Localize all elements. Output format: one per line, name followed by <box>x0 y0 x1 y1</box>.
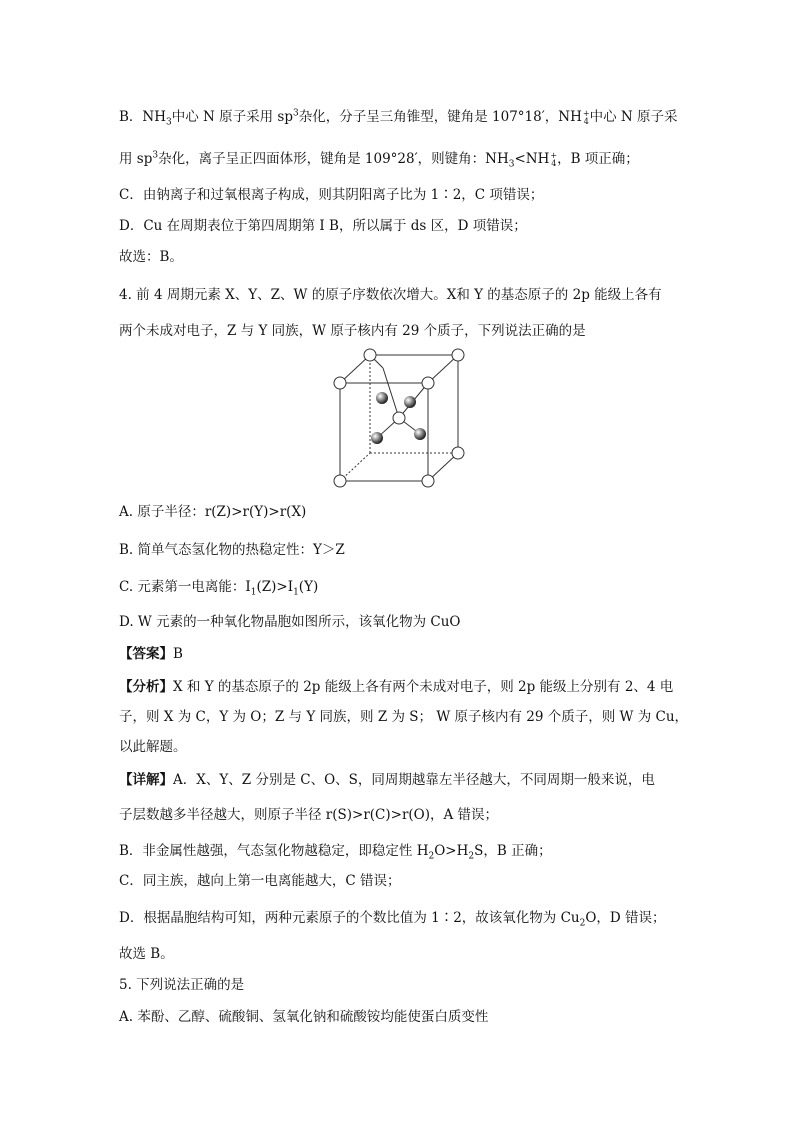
explanation-d: D．Cu 在周期表位于第四周期第 I B，所以属于 ds 区，D 项错误； <box>119 218 527 234</box>
inner-atom-3 <box>371 432 383 444</box>
detail-c: C．同主族，越向上第一电离能越大，C 错误； <box>119 873 401 889</box>
analysis-line3: 以此解题。 <box>119 739 187 755</box>
ammonium-charge-2: + 4 <box>550 150 558 168</box>
explanation-b-line1: B．$NH_3$中心 N 原子采用 $sp^3$杂化，分子呈三角锥型，键角是 107°18′，NH + 4 中心 N 原子采 <box>119 108 678 128</box>
detail-d: D．根据晶胞结构可知，两种元素原子的个数比值为 1∶2，故该氧化物为 $Cu_2O$，D 错误； <box>119 910 666 929</box>
explanation-b-line2: 用 $sp^3$杂化，离子呈正四面体形，键角是 109°28′，则键角：$NH_3<NH$ + 4 ，B 项正确； <box>119 150 639 170</box>
option-c: C. 元素第一电离能：$I_1(Z)>I_1(Y)$ <box>119 579 319 598</box>
corner-atom <box>334 377 346 389</box>
answer-line <box>119 645 183 663</box>
analysis-line2: 子，则 X 为 C，Y 为 O；Z 与 Y 同族，则 Z 为 S； W 原子核内有 29 个质子，则 W 为 Cu， <box>119 709 689 725</box>
crystal-cell-figure <box>330 343 466 491</box>
choose-answer-1: 故选：B。 <box>119 249 183 265</box>
explanation-c: C．由钠离子和过氧根离子构成，则其阴阳离子比为 1∶2，C 项错误； <box>119 187 544 203</box>
corner-atoms <box>334 349 464 487</box>
ammonium-charge: + 4 <box>582 108 590 126</box>
detail-line2: 子层数越多半径越大，则原子半径 r(S)>r(C)>r(O)，A 错误； <box>119 807 499 823</box>
detail-b: B．非金属性越强，气态氢化物越稳定，即稳定性 $H_2O>H_2S$，B 正确； <box>119 843 552 862</box>
corner-atom <box>452 349 464 361</box>
inner-atom-1 <box>376 392 388 404</box>
option-b: B. 简单气态氢化物的热稳定性：Y＞Z <box>119 542 345 558</box>
answer-tag: 【答案】 <box>119 646 173 662</box>
option-d: D. W 元素的一种氧化物晶胞如图所示，该氧化物为 CuO <box>119 614 461 630</box>
corner-atom <box>334 475 346 487</box>
question-4-line2: 两个未成对电子，Z 与 Y 同族，W 原子核内有 29 个质子，下列说法正确的是 <box>119 323 586 339</box>
question-5-option-a: A. 苯酚、乙醇、硫酸铜、氢氧化钠和硫酸铵均能使蛋白质变性 <box>119 1009 489 1025</box>
center-atom <box>393 412 405 424</box>
question-5: 5. 下列说法正确的是 <box>119 977 245 993</box>
analysis-line1: 【分析】X 和 Y 的基态原子的 2p 能级上各有两个未成对电子，则 2p 能级上分别有 2、4 电 <box>119 679 674 695</box>
inner-atom-2 <box>404 396 416 408</box>
option-a: A. 原子半径：r(Z)>r(Y)>r(X) <box>119 504 307 520</box>
inner-atom-4 <box>414 428 426 440</box>
detail-tag: 【详解】 <box>119 772 173 788</box>
corner-atom <box>452 447 464 459</box>
answer-value: B <box>173 646 183 662</box>
corner-atom <box>422 475 434 487</box>
corner-atom <box>364 349 376 361</box>
analysis-tag: 【分析】 <box>119 679 173 695</box>
detail-line1: 【详解】A．X、Y、Z 分别是 C、O、S，同周期越靠左半径越大，不同周期一般来说，电 <box>119 772 655 788</box>
corner-atom <box>422 377 434 389</box>
choose-answer-2: 故选 B。 <box>119 946 174 962</box>
question-4-line1: 4. 前 4 周期元素 X、Y、Z、W 的原子序数依次增大。X和 Y 的基态原子的 2p 能级上各有 <box>119 287 662 303</box>
